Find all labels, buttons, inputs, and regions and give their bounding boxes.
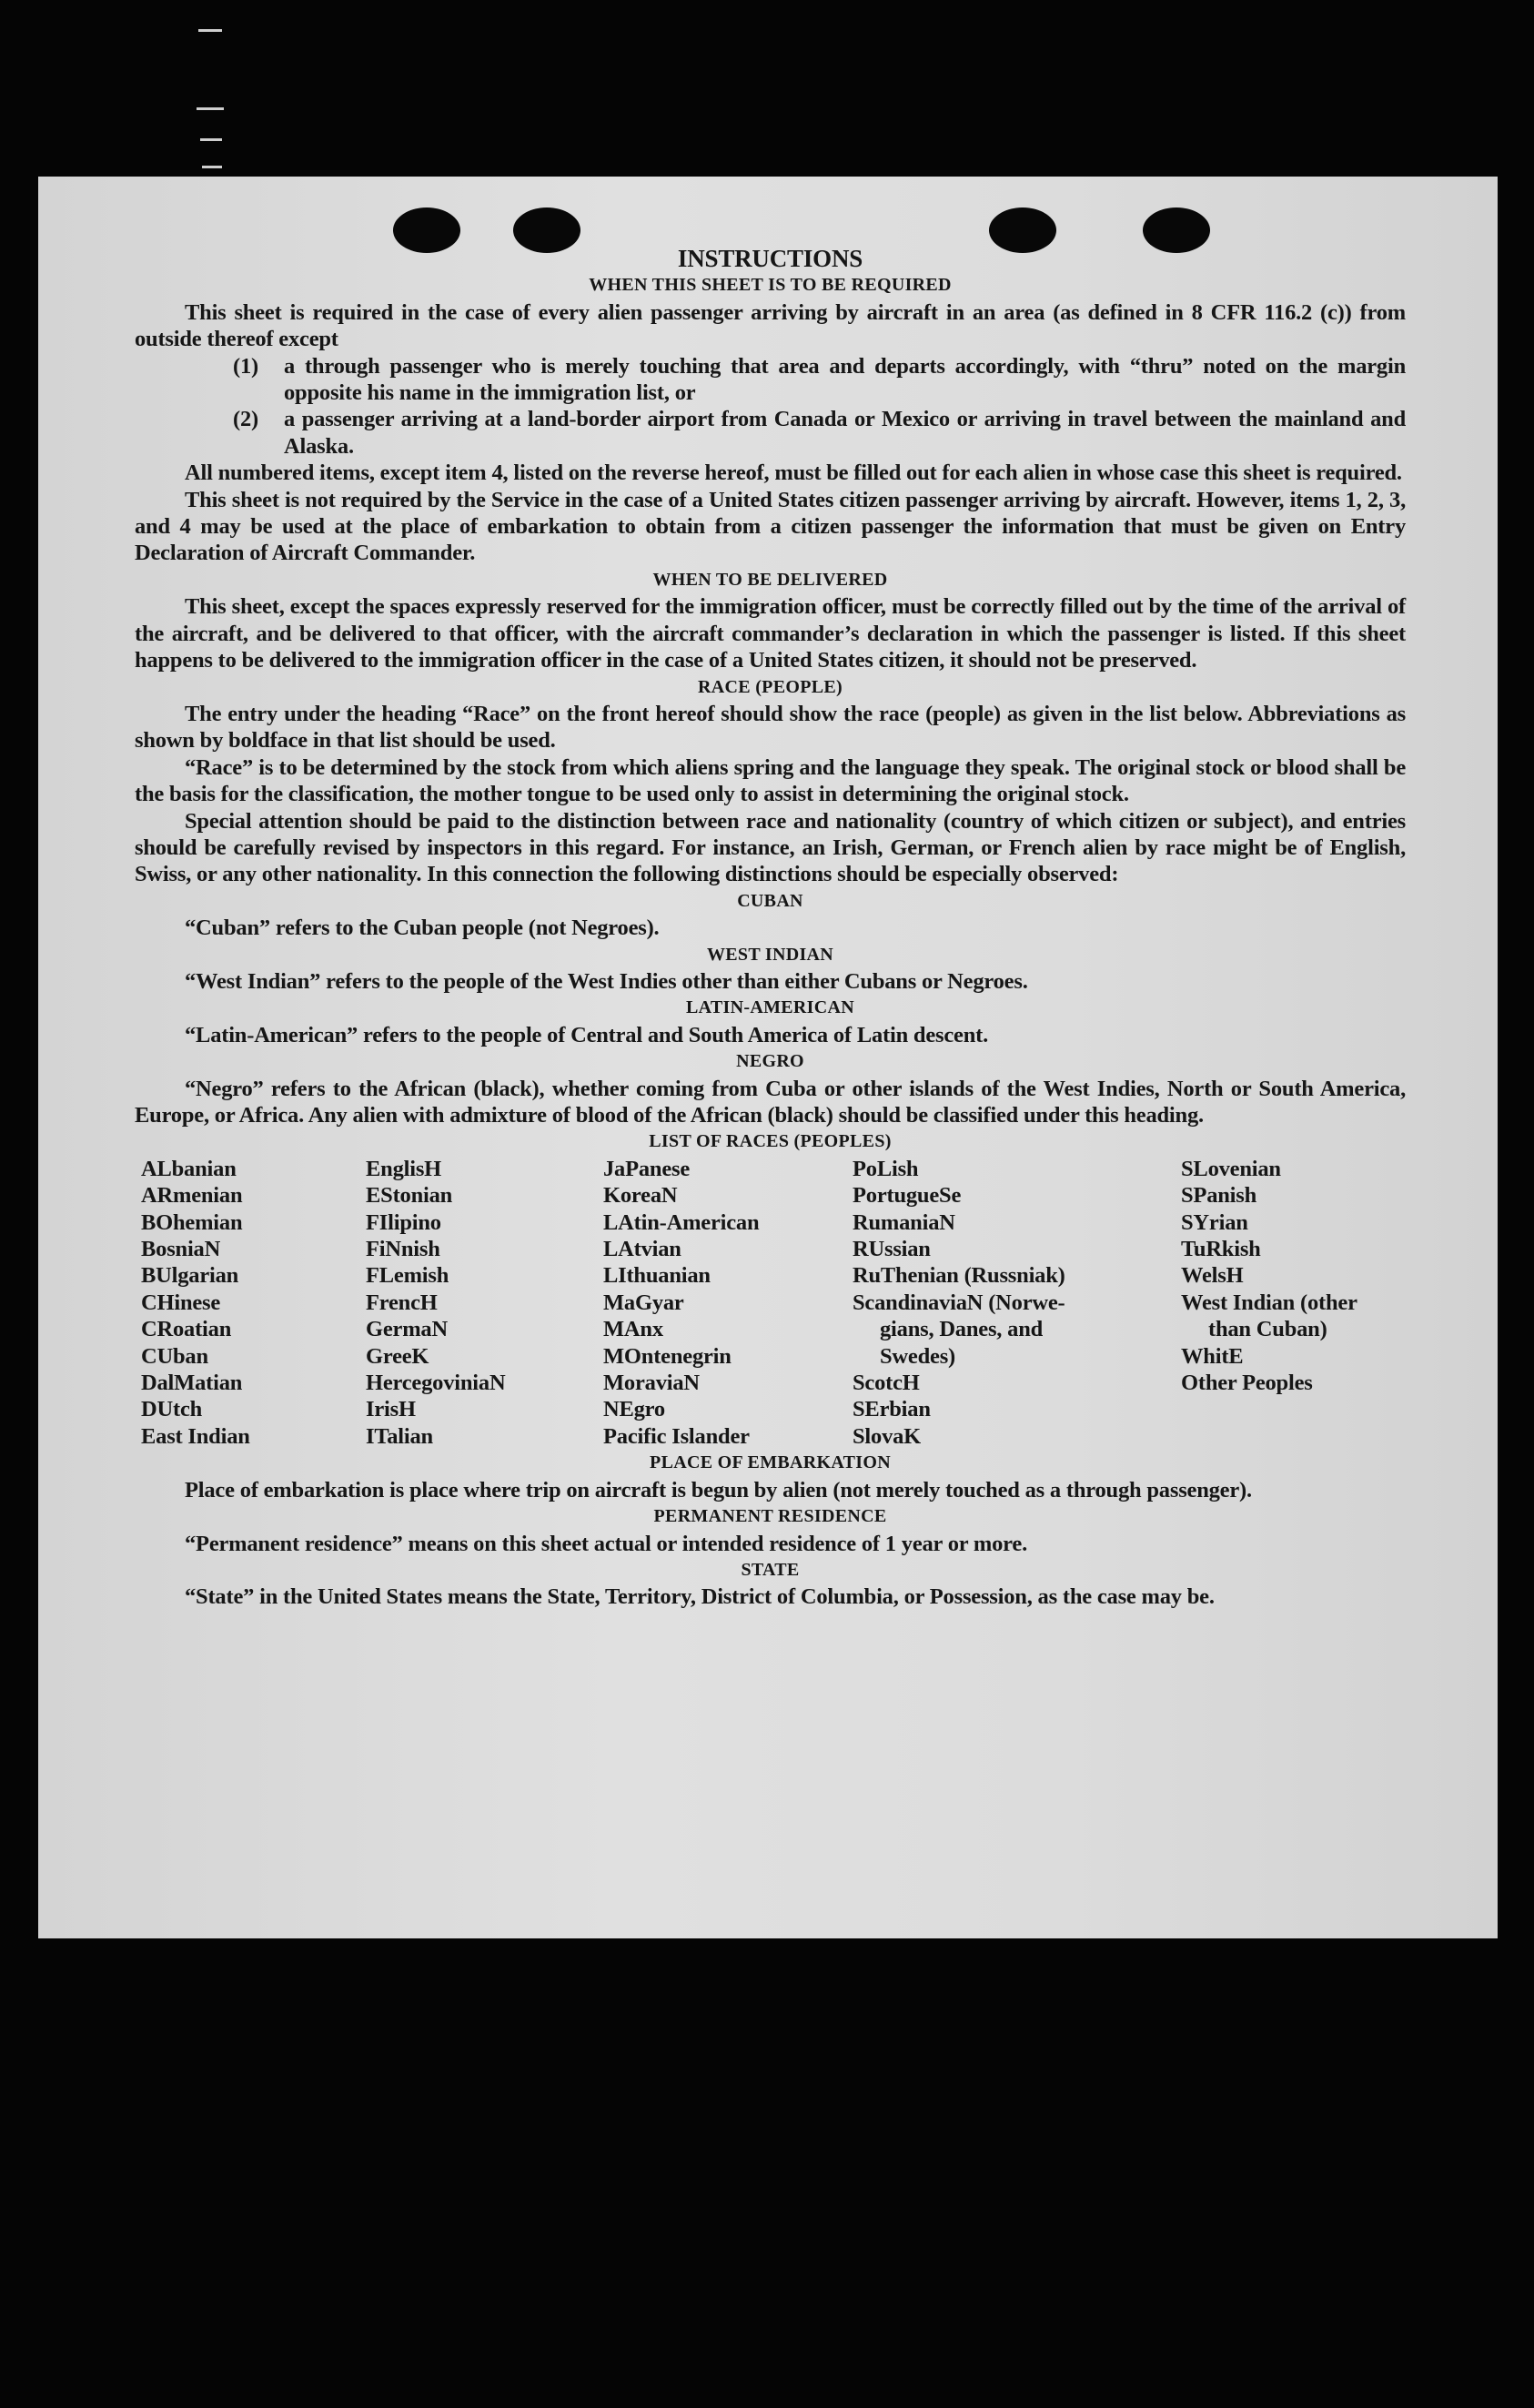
paragraph: The entry under the heading “Race” on the front hereof should show the race (people) as given in the list below. Abbreviations as shown by boldface in that list should be used. [135,701,1406,754]
race-entry: CHinese [141,1290,221,1315]
race-entry: GermaN [366,1317,448,1342]
film-mark [202,166,222,168]
race-entry: ITalian [366,1423,433,1449]
paragraph: This sheet is not required by the Service in the case of a United States citizen passenger arriving by aircraft. However, items 1, 2, 3, and 4 may be used at the place of embarkation to obtain from a citizen passenger the information that must be given on Entry Declaration of Aircraft Commander. [135,487,1406,566]
race-entry: SPanish [1181,1183,1257,1209]
race-entry: ALbanian [141,1156,237,1181]
item-text: a through passenger who is merely touching that area and departs accordingly, with “thru” noted on the margin opposite his name in the immigration list, or [284,353,1406,406]
section-heading: STATE [741,1559,800,1580]
race-entry: KoreaN [603,1183,678,1209]
race-column [141,1156,366,1450]
page-title: INSTRUCTIONS [677,245,863,272]
paragraph: “Latin-American” refers to the people of Central and South America of Latin descent. [185,1022,989,1047]
race-entry: BUlgarian [141,1263,239,1289]
paragraph: This sheet, except the spaces expressly reserved for the immigration officer, must be correctly filled out by the time of the arrival of the aircraft, and be delivered to that officer, with the aircraft commander’s declaration in which the passenger is listed. If this sheet happens to be delivered to the immigration officer in the case of a United States citizen, it should not be preserved. [135,594,1406,673]
section-heading: WHEN THIS SHEET IS TO BE REQUIRED [589,275,952,296]
race-entry: HercegoviniaN [366,1371,506,1396]
section-heading: LATIN-AMERICAN [686,997,854,1018]
race-entry: SLovenian [1181,1156,1281,1181]
item-text: a passenger arriving at a land-border airport from Canada or Mexico or arriving in travel between the mainland and Alaska. [284,407,1406,459]
race-entry: FrencH [366,1290,438,1315]
race-entry: ScotcH [853,1371,920,1396]
section-heading: CUBAN [737,890,803,911]
race-entry: gians, Danes, and [880,1317,1044,1342]
race-entry: Swedes) [880,1343,955,1369]
race-entry: ScandinaviaN (Norwe- [853,1290,1065,1315]
race-entry: ARmenian [141,1183,243,1209]
race-entry: than Cuban) [1208,1317,1327,1342]
race-entry: Other Peoples [1181,1371,1313,1396]
item-number: (2) [233,407,258,432]
race-entry: WhitE [1181,1343,1244,1369]
race-column [366,1156,603,1450]
race-entry: West Indian (other [1181,1290,1357,1315]
paragraph: “Negro” refers to the African (black), whether coming from Cuba or other islands of the West Indies, North or South America, Europe, or Africa. Any alien with admixture of blood of the African (black) should be classified under this heading. [135,1076,1406,1128]
race-entry: BOhemian [141,1209,243,1235]
paragraph: Place of embarkation is place where trip on aircraft is begun by alien (not merely touched as a through passenger). [185,1477,1252,1502]
film-mark [200,138,222,141]
race-entry: FiNnish [366,1237,440,1262]
race-entry: GreeK [366,1343,429,1369]
race-entry: RuThenian (Russniak) [853,1263,1065,1289]
section-heading: NEGRO [736,1051,804,1072]
paragraph: “Permanent residence” means on this sheet actual or intended residence of 1 year or more. [185,1531,1028,1556]
race-entry: LAtin-American [603,1209,760,1235]
section-heading: WEST INDIAN [706,944,834,965]
list-item [233,353,1406,407]
section-heading: LIST OF RACES (PEOPLES) [649,1131,892,1152]
race-entry: FIlipino [366,1209,441,1235]
paragraph: This sheet is required in the case of every alien passenger arriving by aircraft in an area (as defined in 8 CFR 116.2 (c)) from outside thereof except [135,299,1406,352]
race-entry: MaGyar [603,1290,684,1315]
paragraph: All numbered items, except item 4, listed on the reverse hereof, must be filled out for each alien in whose case this sheet is required. [185,460,1402,486]
races-list [141,1156,1406,1450]
race-entry: MoraviaN [603,1371,700,1396]
race-entry: EStonian [366,1183,453,1209]
race-entry: NEgro [603,1397,665,1422]
race-column [603,1156,853,1450]
section-heading: PLACE OF EMBARKATION [650,1452,891,1473]
race-entry: SlovaK [853,1423,922,1449]
race-entry: RumaniaN [853,1209,955,1235]
section-heading: RACE (PEOPLE) [698,676,843,697]
race-entry: Pacific Islander [603,1423,750,1449]
race-entry: SErbian [853,1397,931,1422]
race-entry: FLemish [366,1263,449,1289]
race-entry: IrisH [366,1397,416,1422]
race-entry: EnglisH [366,1156,442,1181]
race-entry: LAtvian [603,1237,681,1262]
race-entry: TuRkish [1181,1237,1261,1262]
race-entry: MAnx [603,1317,663,1342]
race-entry: MOntenegrin [603,1343,732,1369]
paragraph: Special attention should be paid to the distinction between race and nationality (country of which citizen or subject), and entries should be carefully revised by inspectors in this regard. For instance, an Irish, German, or French alien by race might be of English, Swiss, or any other nationality. In this connection the following distinctions should be especially observed: [135,808,1406,887]
race-entry: SYrian [1181,1209,1248,1235]
race-entry: DUtch [141,1397,203,1422]
section-heading: WHEN TO BE DELIVERED [652,569,888,590]
item-number: (1) [233,353,258,379]
race-entry: WelsH [1181,1263,1244,1289]
race-column [1181,1156,1408,1450]
race-entry: CUban [141,1343,208,1369]
film-mark [198,29,222,32]
film-mark [197,107,224,110]
list-item [233,406,1406,460]
race-entry: BosniaN [141,1237,221,1262]
race-entry: PortugueSe [853,1183,962,1209]
race-entry: LIthuanian [603,1263,711,1289]
paragraph: “West Indian” refers to the people of the West Indies other than either Cubans or Negroes. [185,968,1028,994]
instructions-body [135,246,1406,1611]
paragraph: “Cuban” refers to the Cuban people (not Negroes). [185,916,660,941]
section-heading: PERMANENT RESIDENCE [653,1506,887,1527]
paragraph: “Race” is to be determined by the stock from which aliens spring and the language they speak. The original stock or blood shall be the basis for the classification, the mother tongue to be used only to assist in determining the original stock. [135,754,1406,807]
race-entry: PoLish [853,1156,919,1181]
race-entry: East Indian [141,1423,250,1449]
race-entry: JaPanese [603,1156,691,1181]
paragraph: “State” in the United States means the State, Territory, District of Columbia, or Possession, as the case may be. [185,1584,1215,1610]
race-entry: RUssian [853,1237,931,1262]
race-entry: CRoatian [141,1317,232,1342]
race-column [853,1156,1181,1450]
race-entry: DalMatian [141,1371,243,1396]
